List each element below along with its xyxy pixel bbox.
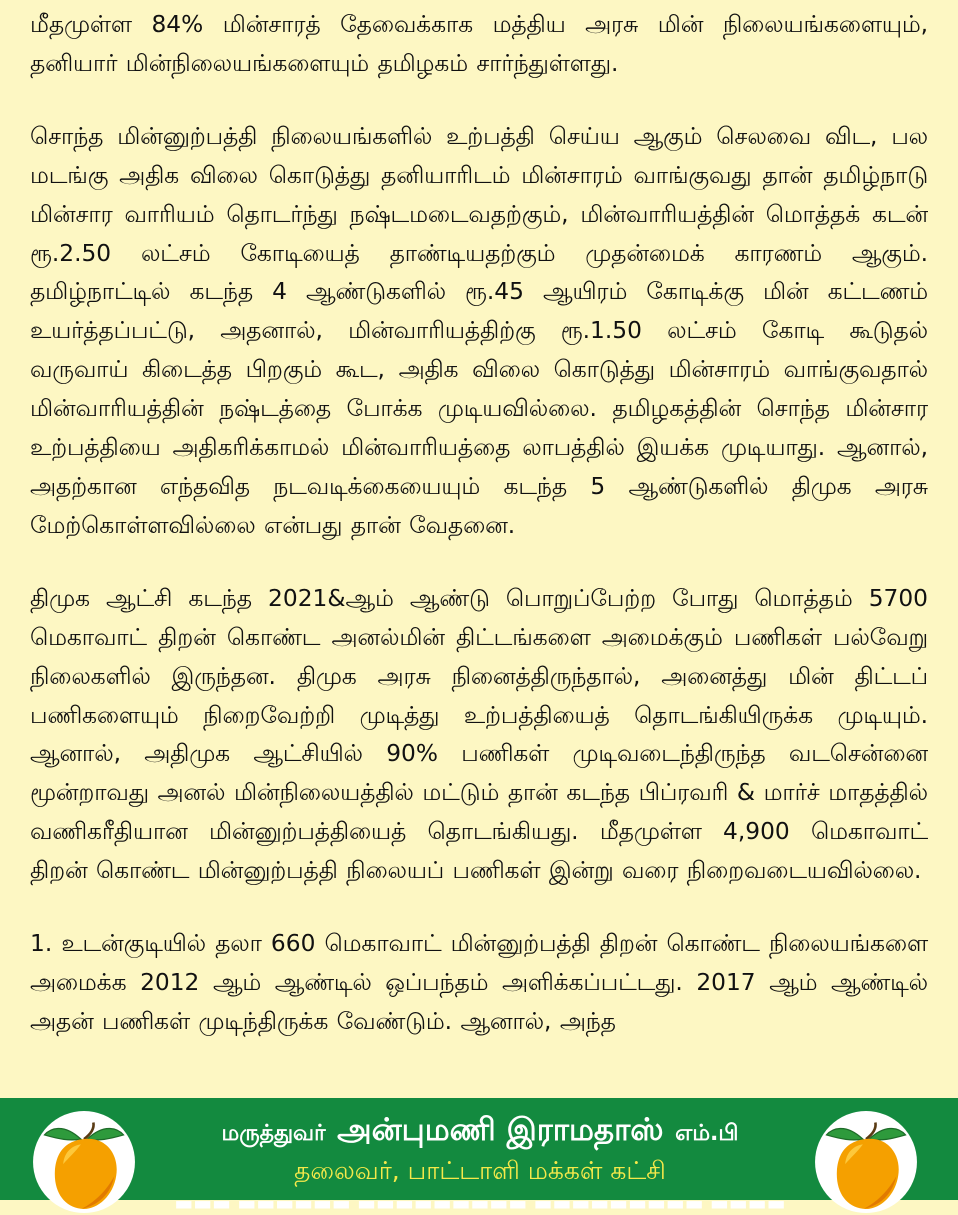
mango-icon <box>32 1110 136 1214</box>
paragraph: திமுக ஆட்சி கடந்த 2021&ஆம் ஆண்டு பொறுப்பேற்ற போது மொத்தம் 5700 மெகாவாட் திறன் கொண்ட அனல்மின் திட்டங்களை அமைக்கும் பணிகள் பல்வேறு நிலைகளில் இருந்தன. திமுக அரசு நினைத்திருந்தால், அனைத்து மின் திட்டப் பணிகளையும் நிறைவேற்றி முடித்து உற்பத்தியைத் தொடங்கியிருக்க முடியும். ஆனால், அதிமுக ஆட்சியில் 90% பணிகள் முடிவடைந்திருந்த வடசென்னை மூன்றாவது அனல் மின்நிலையத்தில் மட்டும் தான் கடந்த பிப்ரவரி & மார்ச் மாதத்தில் வணிகரீதியான மின்னுற்பத்தியைத் தொடங்கியது. மீதமுள்ள 4,900 மெகாவாட் திறன் கொண்ட மின்னுற்பத்தி நிலையப் பணிகள் இன்று வரை நிறைவடையவில்லை. <box>30 584 928 885</box>
paragraph: மீதமுள்ள 84% மின்சாரத் தேவைக்காக மத்திய அரசு மின் நிலையங்களையும், தனியார் மின்நிலையங்களையும் தமிழகம் சார்ந்துள்ளது. <box>30 11 928 77</box>
paragraph: சொந்த மின்னுற்பத்தி நிலையங்களில் உற்பத்தி செய்ய ஆகும் செலவை விட, பல மடங்கு அதிக விலை கொடுத்து தனியாரிடம் மின்சாரம் வாங்குவது தான் தமிழ்நாடு மின்சார வாரியம் தொடர்ந்து நஷ்டமடைவதற்கும், மின்வாரியத்தின் மொத்தக் கடன் ரூ.2.50 லட்சம் கோடியைத் தாண்டியதற்கும் முதன்மைக் காரணம் ஆகும். தமிழ்நாட்டில் கடந்த 4 ஆண்டுகளில் ரூ.45 ஆயிரம் கோடிக்கு மின் கட்டணம் உயர்த்தப்பட்டு, அதனால், மின்வாரியத்திற்கு ரூ.1.50 லட்சம் கோடி கூடுதல் வருவாய் கிடைத்த பிறகும் கூட, அதிக விலை கொடுத்து மின்சாரம் வாங்குவதால் மின்வாரியத்தின் நஷ்டத்தை போக்க முடியவில்லை. தமிழகத்தின் சொந்த மின்சார உற்பத்தியை அதிகரிக்காமல் மின்வாரியத்தை லாபத்தில் இயக்க முடியாது. ஆனால், அதற்கான எந்தவித நடவடிக்கையையும் கடந்த 5 ஆண்டுகளில் திமுக அரசு மேற்கொள்ளவில்லை என்பது தான் வேதனை. <box>30 122 928 539</box>
signatory-name: அன்புமணி இராமதாஸ் <box>337 1112 664 1148</box>
mango-icon <box>814 1110 918 1214</box>
paragraph: 1. உடன்குடியில் தலா 660 மெகாவாட் மின்னுற்பத்தி திறன் கொண்ட நிலையங்களை அமைக்க 2012 ஆம் ஆண்டில் ஒப்பந்தம் அளிக்கப்பட்டது. 2017 ஆம் ஆண்டில் அதன் பணிகள் முடிந்திருக்க வேண்டும். ஆனால், அந்த <box>30 930 928 1035</box>
cut-off-tagline: ▬▬▬ ▬▬▬▬▬▬ ▬▬▬▬▬▬▬▬▬ ▬▬▬▬▬▬▬▬▬ ▬▬▬▬ <box>174 1191 786 1215</box>
name-prefix: மருத்துவர் <box>221 1121 326 1146</box>
signature <box>150 1098 810 1189</box>
signatory-line <box>150 1112 810 1152</box>
signatory-title: தலைவர், பாட்டாளி மக்கள் கட்சி <box>294 1156 666 1185</box>
name-suffix: எம்.பி <box>675 1121 739 1146</box>
signature-band <box>0 1098 958 1215</box>
